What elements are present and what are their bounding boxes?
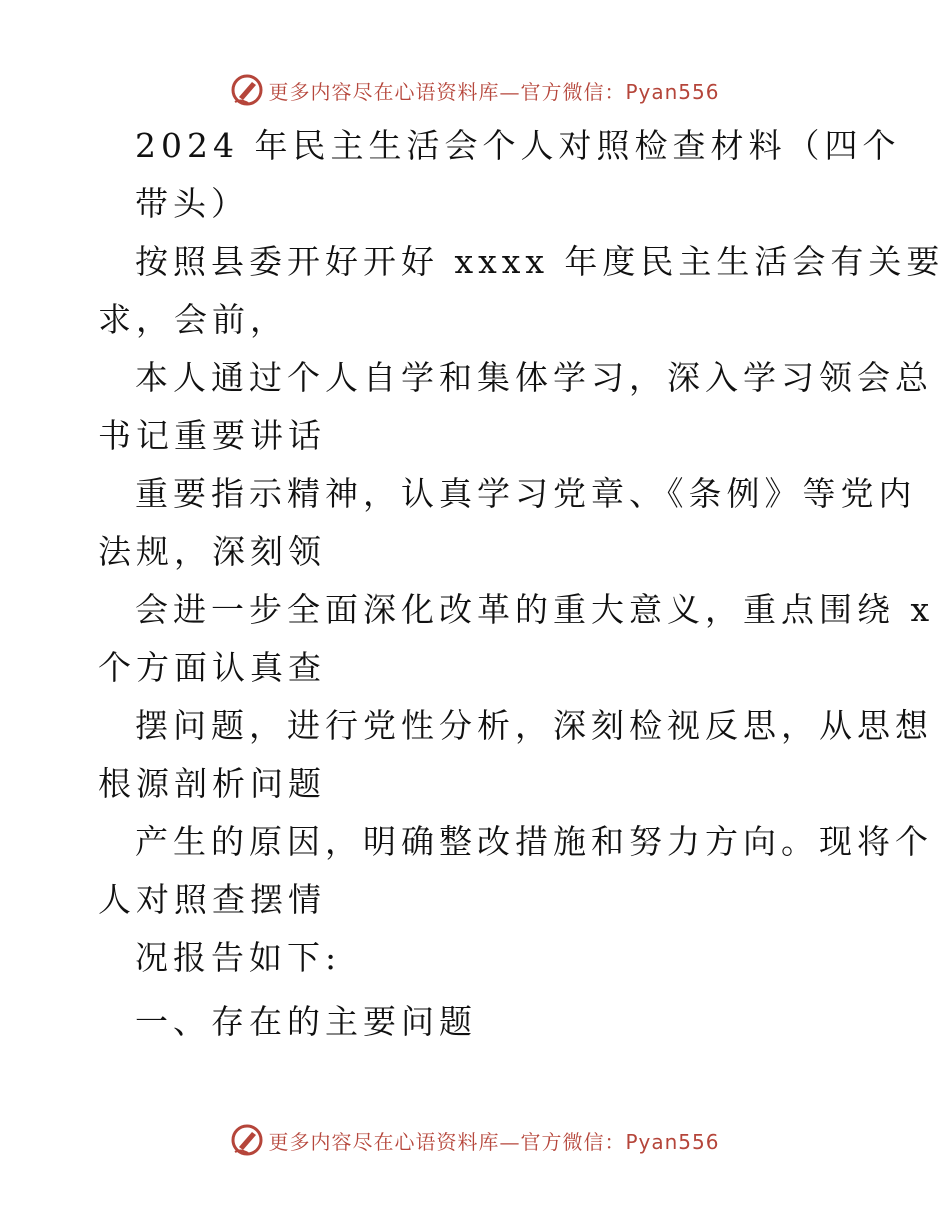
- doc-text-line: 会进一步全面深化改革的重大意义，重点围绕 x: [135, 590, 935, 629]
- footer-site-text: 更多内容尽在心语资料库: [268, 1129, 500, 1154]
- header-wechat-text: 官方微信：Pyan556: [520, 79, 720, 104]
- doc-title-line-1: 2024 年民主生活会个人对照检查材料（四个: [135, 126, 901, 165]
- pen-logo-icon: [230, 1123, 264, 1157]
- doc-text-line: 重要指示精神，认真学习党章、《条例》等党内: [135, 474, 917, 513]
- footer-banner-text: [268, 1126, 719, 1155]
- pen-logo-icon: [230, 73, 264, 107]
- doc-text-line: 产生的原因，明确整改措施和努力方向。现将个: [135, 822, 933, 861]
- section-heading: 一、存在的主要问题: [135, 1002, 477, 1041]
- doc-text-line: 法规，深刻领: [98, 532, 326, 571]
- doc-text-line: 求，会前，: [98, 300, 288, 339]
- footer-wechat-text: 官方微信：Pyan556: [520, 1129, 720, 1154]
- header-banner: [0, 70, 950, 110]
- header-dash: —: [499, 79, 521, 104]
- header-banner-text: [268, 76, 719, 105]
- doc-text-line: 书记重要讲话: [98, 416, 326, 455]
- doc-text-line: 个方面认真查: [98, 648, 326, 687]
- doc-text-line: 按照县委开好开好 xxxx 年度民主生活会有关要: [135, 242, 945, 281]
- doc-text-line: 本人通过个人自学和集体学习，深入学习领会总: [135, 358, 933, 397]
- doc-text-line: 摆问题，进行党性分析，深刻检视反思，从思想: [135, 706, 933, 745]
- header-site-text: 更多内容尽在心语资料库: [268, 79, 500, 104]
- doc-text-line: 况报告如下:: [135, 938, 342, 977]
- doc-title-line-2: 带头）: [135, 184, 249, 223]
- footer-dash: —: [499, 1129, 521, 1154]
- doc-text-line: 根源剖析问题: [98, 764, 326, 803]
- doc-text-line: 人对照查摆情: [98, 880, 326, 919]
- footer-banner: [0, 1120, 950, 1160]
